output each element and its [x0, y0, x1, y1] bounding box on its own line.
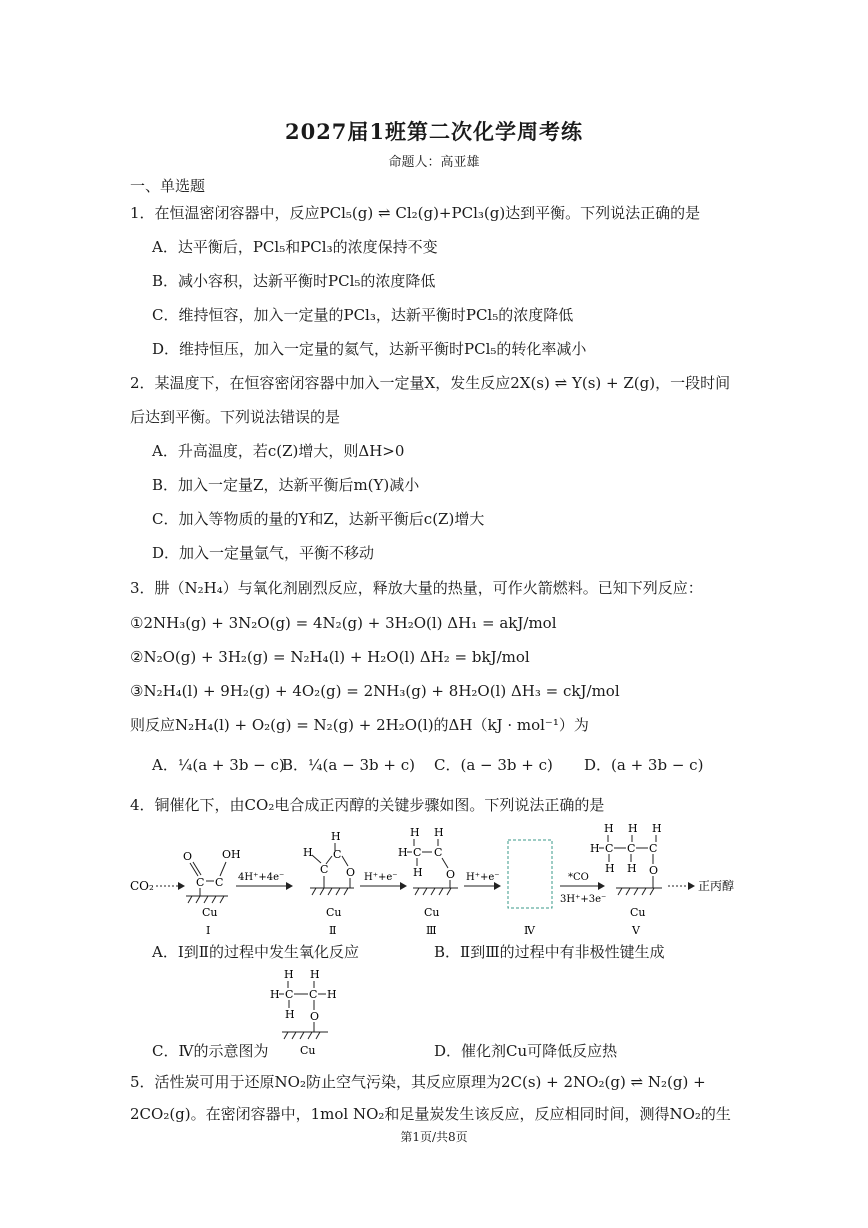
q3-option-b: B．¼(a − 3b + c) [282, 756, 415, 774]
q1-option-a: A．达平衡后，PCl₅和PCl₃的浓度保持不变 [152, 238, 438, 256]
species-label-3: Ⅲ [426, 924, 437, 937]
svg-text:C: C [309, 988, 318, 1001]
exam-title: 2027届1班第二次化学周考练 [284, 119, 584, 144]
q2-stem-line1: 2．某温度下，在恒容密闭容器中加入一定量X，发生反应2X(s) ⇌ Y(s) + Z(g)，一段时间 [130, 374, 731, 392]
reaction-pathway-diagram [128, 818, 740, 940]
q2-option-a: A．升高温度，若c(Z)增大，则ΔH>0 [152, 442, 405, 460]
q4-option-c: C．Ⅳ的示意图为 [152, 1042, 269, 1060]
product-label: 正丙醇 [698, 879, 735, 893]
species-label-2: Ⅱ [329, 924, 337, 937]
arrow-3-label: H⁺+e⁻ [466, 872, 500, 883]
q4-option-a: A．Ⅰ到Ⅱ的过程中发生氧化反应 [152, 943, 359, 961]
svg-text:C: C [605, 842, 614, 855]
species-label-1: Ⅰ [206, 924, 211, 937]
svg-text:H: H [270, 988, 280, 1001]
q3-option-c: C．(a − 3b + c) [434, 756, 553, 774]
cu-label-3: Cu [424, 906, 440, 919]
species-4-blank-box [508, 840, 552, 908]
q5-stem-line2: 2CO₂(g)。在密闭容器中，1mol NO₂和足量炭发生该反应，反应相同时间，测得NO₂的生 [130, 1105, 731, 1123]
q1-stem: 1．在恒温密闭容器中，反应PCl₅(g) ⇌ Cl₂(g)+PCl₃(g)达到平衡。下列说法正确的是 [130, 204, 701, 222]
svg-text:C: C [649, 842, 658, 855]
arrow-1-label: 4H⁺+4e⁻ [238, 872, 285, 883]
q4-option-b: B．Ⅱ到Ⅲ的过程中有非极性键生成 [434, 943, 665, 961]
svg-text:O: O [310, 1010, 320, 1023]
species-5 [590, 822, 662, 937]
species-3 [398, 826, 458, 937]
svg-text:H: H [410, 826, 420, 839]
species-2 [303, 830, 355, 937]
section-heading: 一、单选题 [130, 177, 206, 195]
q2-option-d: D．加入一定量氩气，平衡不移动 [152, 544, 375, 562]
svg-text:OH: OH [222, 848, 241, 861]
author-line: 命题人：高亚雄 [388, 155, 480, 170]
svg-text:H: H [413, 866, 423, 879]
arrowhead-in [178, 882, 185, 890]
species-label-4: Ⅳ [524, 924, 535, 937]
svg-text:H: H [331, 830, 341, 843]
page-footer: 第1页/共8页 [400, 1130, 468, 1144]
svg-text:O: O [649, 864, 659, 877]
q4-stem: 4．铜催化下，由CO₂电合成正丙醇的关键步骤如图。下列说法正确的是 [130, 796, 605, 814]
cu-label-c: Cu [300, 1044, 316, 1057]
arrow-4-label-bottom: 3H⁺+3e⁻ [560, 894, 607, 905]
q1-option-c: C．维持恒容，加入一定量的PCl₃，达新平衡时PCl₅的浓度降低 [152, 306, 574, 324]
q3-stem: 3．肼（N₂H₄）与氧化剂剧烈反应，释放大量的热量，可作火箭燃料。已知下列反应： [130, 579, 703, 597]
svg-text:O: O [446, 868, 456, 881]
q1-option-d: D．维持恒压，加入一定量的氦气，达新平衡时PCl₅的转化率减小 [152, 340, 587, 358]
q3-option-a: A．¼(a + 3b − c) [152, 756, 285, 774]
cu-label-5: Cu [630, 906, 646, 919]
q1-option-b: B．减小容积，达新平衡时PCl₅的浓度降低 [152, 272, 436, 290]
svg-text:H: H [327, 988, 337, 1001]
svg-text:H: H [285, 1008, 295, 1021]
q3-reaction-2: ②N₂O(g) + 3H₂(g) = N₂H₄(l) + H₂O(l) ΔH₂ = bkJ/mol [130, 648, 530, 666]
svg-text:C: C [413, 846, 422, 859]
svg-text:C: C [285, 988, 294, 1001]
svg-text:H: H [628, 822, 638, 835]
q3-question: 则反应N₂H₄(l) + O₂(g) = N₂(g) + 2H₂O(l)的ΔH（kJ · mol⁻¹）为 [130, 716, 589, 734]
q2-option-b: B．加入一定量Z，达新平衡后m(Y)减小 [152, 476, 420, 494]
svg-text:H: H [652, 822, 662, 835]
svg-text:C: C [320, 863, 329, 876]
svg-text:H: H [310, 968, 320, 981]
svg-text:C: C [627, 842, 636, 855]
species-1 [183, 848, 241, 937]
q2-option-c: C．加入等物质的量的Y和Z，达新平衡后c(Z)增大 [152, 510, 485, 528]
q3-reaction-3: ③N₂H₄(l) + 9H₂(g) + 4O₂(g) = 2NH₃(g) + 8H₂O(l) ΔH₃ = ckJ/mol [130, 682, 620, 700]
q5-stem-line1: 5．活性炭可用于还原NO₂防止空气污染，其反应原理为2C(s) + 2NO₂(g) ⇌ N₂(g) + [130, 1073, 706, 1091]
q3-option-d: D．(a + 3b − c) [584, 756, 704, 774]
arrow-4-label-top: *CO [568, 872, 589, 883]
svg-text:C: C [196, 876, 205, 889]
svg-text:H: H [434, 826, 444, 839]
svg-text:O: O [183, 850, 193, 863]
cu-label-1: Cu [202, 906, 218, 919]
option-c-structure [266, 966, 356, 1058]
co2-label: CO₂ [130, 879, 154, 893]
cu-label-2: Cu [326, 906, 342, 919]
q4-option-d: D．催化剂Cu可降低反应热 [434, 1042, 618, 1060]
svg-text:H: H [284, 968, 294, 981]
svg-text:H: H [590, 842, 600, 855]
svg-text:H: H [605, 862, 615, 875]
svg-text:H: H [398, 846, 408, 859]
q2-stem-line2: 后达到平衡。下列说法错误的是 [130, 408, 341, 426]
q3-reaction-1: ①2NH₃(g) + 3N₂O(g) = 4N₂(g) + 3H₂O(l) ΔH₁ = akJ/mol [130, 614, 557, 632]
svg-text:C: C [434, 846, 443, 859]
svg-text:C: C [333, 848, 342, 861]
svg-text:H: H [604, 822, 614, 835]
svg-text:H: H [303, 846, 313, 859]
svg-text:C: C [215, 876, 224, 889]
arrow-2-label: H⁺+e⁻ [364, 872, 398, 883]
species-label-5: Ⅴ [632, 924, 640, 937]
svg-text:O: O [346, 866, 356, 879]
svg-text:H: H [627, 862, 637, 875]
